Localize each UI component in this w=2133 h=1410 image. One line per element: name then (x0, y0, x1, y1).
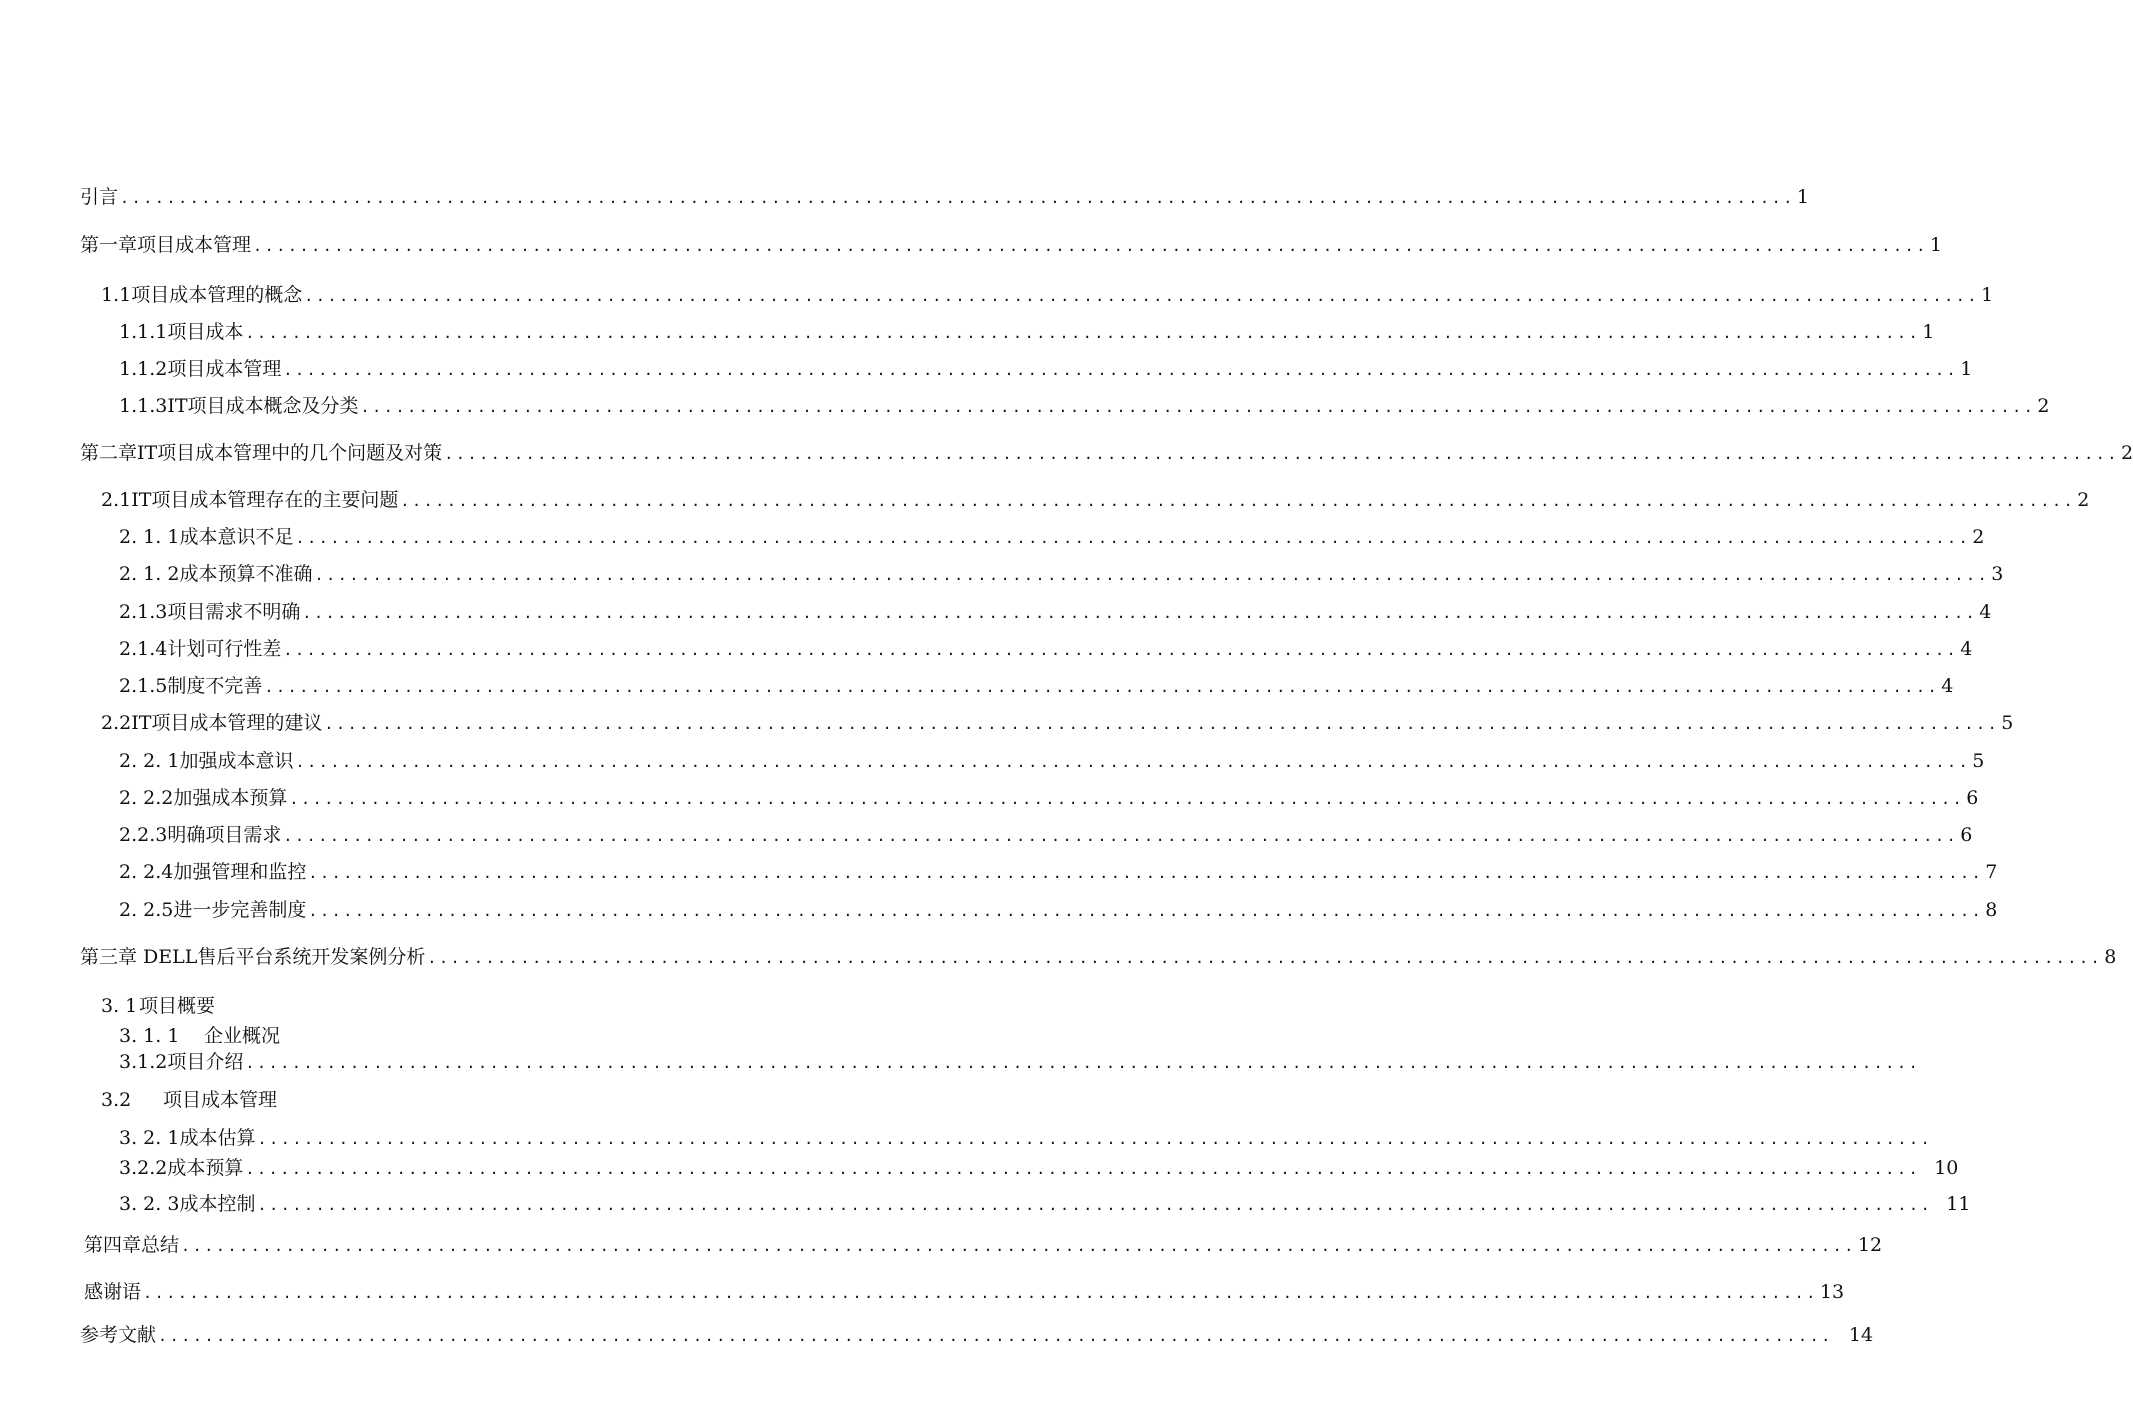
toc-title: 项目概要 (139, 995, 216, 1017)
toc-title: 成本控制 (179, 1193, 256, 1215)
toc-leader: ................................................................................................................................................ (257, 1196, 1933, 1214)
toc-leader: ................................................................................................................................................ (143, 1284, 1818, 1302)
toc-entry (119, 1156, 1959, 1180)
toc-page: 6 (1966, 787, 1979, 809)
toc-title: 项目成本 (167, 321, 244, 343)
toc-entry (119, 749, 1985, 773)
toc-page: 2 (2077, 489, 2090, 511)
toc-leader: ................................................................................................................................................ (314, 566, 1990, 584)
toc-entry (80, 185, 1809, 209)
toc-title: 加强成本预算 (173, 787, 288, 809)
toc-entry (84, 1280, 1845, 1304)
toc-number: 3. 1. 1 (119, 1025, 180, 1047)
toc-entry (119, 1126, 1933, 1150)
toc-entry (101, 488, 2090, 512)
toc-entry (80, 1323, 1874, 1347)
toc-entry (101, 283, 1994, 307)
toc-page: 12 (1857, 1234, 1883, 1256)
toc-title: 参考文献 (80, 1324, 157, 1346)
toc-entry (101, 711, 2014, 735)
toc-number: 3. 2. 1 (119, 1127, 180, 1149)
toc-leader: ................................................................................................................................................ (400, 492, 2076, 510)
toc-leader: ................................................................................................................................................ (444, 445, 2120, 463)
toc-number: 2. 1. 2 (119, 563, 180, 585)
toc-page: 5 (1972, 750, 1985, 772)
toc-number: 3. 2. 3 (119, 1193, 180, 1215)
toc-number: 1.1.2 (119, 358, 168, 380)
toc-title: 项目成本管理 (167, 358, 282, 380)
toc-number: 3.2 (101, 1089, 132, 1111)
toc-page: 8 (2104, 946, 2117, 968)
toc-leader: ................................................................................................................................................ (324, 715, 2000, 733)
toc-entry (119, 357, 1973, 381)
toc-entry (119, 525, 1985, 549)
toc-title: IT项目成本管理存在的主要问题 (131, 489, 399, 511)
toc-entry (119, 1192, 1971, 1216)
toc-leader: ................................................................................................................................................ (289, 790, 1965, 808)
toc-leader: ................................................................................................................................................ (308, 902, 1984, 920)
toc-title: 第一章项目成本管理 (80, 234, 252, 256)
toc-title: 加强管理和监控 (173, 861, 307, 883)
toc-leader: ................................................................................................................................................ (283, 827, 1959, 845)
toc-title: 感谢语 (84, 1281, 142, 1303)
toc-entry (119, 823, 1973, 847)
toc-title: 计划可行性差 (167, 638, 282, 660)
toc-number: 2.2.3 (119, 824, 168, 846)
toc-leader: ................................................................................................................................................ (120, 189, 1795, 207)
toc-page: 2 (2121, 442, 2133, 464)
toc-title: 第三章 DELL售后平台系统开发案例分析 (80, 946, 426, 968)
toc-page: 2 (2037, 395, 2050, 417)
toc-number: 1.1.1 (119, 321, 168, 343)
toc-number: 2. 2. 1 (119, 750, 180, 772)
toc-page: 3 (1991, 563, 2004, 585)
toc-title: 引言 (80, 186, 119, 208)
toc-page: 5 (2001, 712, 2014, 734)
toc-entry (119, 674, 1954, 698)
toc-page: 14 (1848, 1324, 1874, 1346)
toc-number: 3.2.2 (119, 1157, 168, 1179)
toc-number: 2.2 (101, 712, 132, 734)
toc-page: 1 (1960, 358, 1973, 380)
toc-page: 4 (1960, 638, 1973, 660)
toc-title: 项目成本管理 (163, 1089, 278, 1111)
toc-entry (119, 562, 2004, 586)
toc-entry (119, 1050, 1921, 1074)
toc-entry (119, 600, 1992, 624)
toc-leader: ................................................................................................................................................ (253, 237, 1928, 255)
toc-entry (84, 1233, 1883, 1257)
toc-page: 1 (1796, 186, 1809, 208)
toc-leader: ................................................................................................................................................ (283, 361, 1959, 379)
toc-entry (119, 786, 1979, 810)
toc-page: 6 (1960, 824, 1973, 846)
toc-number: 2.1.4 (119, 638, 168, 660)
toc-number: 2. 2.5 (119, 899, 174, 921)
toc-title: 进一步完善制度 (173, 899, 307, 921)
toc-leader: ................................................................................................................................................ (308, 864, 1984, 882)
toc-leader: ................................................................................................................................................ (283, 641, 1959, 659)
toc-title: 项目介绍 (167, 1051, 244, 1073)
toc-title: 第二章IT项目成本管理中的几个问题及对策 (80, 442, 443, 464)
toc-leader: ................................................................................................................................................ (264, 678, 1940, 696)
toc-number: 3.1.2 (119, 1051, 168, 1073)
toc-title: 成本预算不准确 (179, 563, 313, 585)
toc-entry (119, 394, 2050, 418)
toc-entry (80, 441, 2133, 465)
toc-leader: ................................................................................................................................................ (295, 529, 1971, 547)
toc-entry (119, 860, 1998, 884)
toc-leader: ................................................................................................................................................ (245, 324, 1921, 342)
toc-leader: ................................................................................................................................................ (427, 949, 2103, 967)
toc-title: 第四章总结 (84, 1234, 180, 1256)
toc-leader: ................................................................................................................................................ (304, 287, 1980, 305)
toc-entry (119, 320, 1935, 344)
toc-leader: ................................................................................................................................................ (295, 753, 1971, 771)
toc-leader: ................................................................................................................................................ (360, 398, 2036, 416)
toc-entry (101, 994, 401, 1018)
toc-leader: ................................................................................................................................................ (181, 1237, 1856, 1255)
toc-title: 项目需求不明确 (167, 601, 301, 623)
toc-entry (119, 637, 1973, 661)
toc-number: 2.1.5 (119, 675, 168, 697)
toc-number: 2. 2.4 (119, 861, 174, 883)
toc-title: IT项目成本管理的建议 (131, 712, 323, 734)
toc-leader: ................................................................................................................................................ (245, 1160, 1921, 1178)
toc-title: 加强成本意识 (179, 750, 294, 772)
toc-number: 2.1 (101, 489, 132, 511)
toc-title: 明确项目需求 (167, 824, 282, 846)
toc-number: 1.1 (101, 284, 132, 306)
toc-page: 4 (1979, 601, 1992, 623)
toc-number: 2. 2.2 (119, 787, 174, 809)
toc-title: 制度不完善 (167, 675, 263, 697)
toc-number: 3. 1 (101, 995, 138, 1017)
toc-leader: ................................................................................................................................................ (245, 1054, 1921, 1072)
toc-title: 项目成本管理的概念 (131, 284, 303, 306)
toc-title: 成本预算 (167, 1157, 244, 1179)
toc-page: 2 (1972, 526, 1985, 548)
toc-page: 1 (1929, 234, 1942, 256)
toc-entry (80, 233, 1942, 257)
toc-page: 13 (1819, 1281, 1845, 1303)
toc-page: 10 (1934, 1157, 1959, 1179)
toc-leader: ................................................................................................................................................ (257, 1130, 1933, 1148)
toc-entry (80, 945, 2117, 969)
toc-title: 成本意识不足 (179, 526, 294, 548)
toc-number: 2.1.3 (119, 601, 168, 623)
toc-number: 1.1.3 (119, 395, 168, 417)
toc-number: 2. 1. 1 (119, 526, 180, 548)
toc-title: 企业概况 (204, 1025, 281, 1047)
toc-entry (119, 1024, 419, 1048)
toc-page: 7 (1985, 861, 1998, 883)
toc-page: 1 (1922, 321, 1935, 343)
toc-title: IT项目成本概念及分类 (167, 395, 359, 417)
toc-page: 4 (1941, 675, 1954, 697)
toc-page: 11 (1946, 1193, 1971, 1215)
toc-entry (119, 898, 1998, 922)
toc-page: 8 (1985, 899, 1998, 921)
toc-page: 1 (1981, 284, 1994, 306)
toc-title: 成本估算 (179, 1127, 256, 1149)
toc-entry (101, 1088, 401, 1112)
toc-leader: ................................................................................................................................................ (158, 1327, 1833, 1345)
toc-leader: ................................................................................................................................................ (302, 604, 1978, 622)
